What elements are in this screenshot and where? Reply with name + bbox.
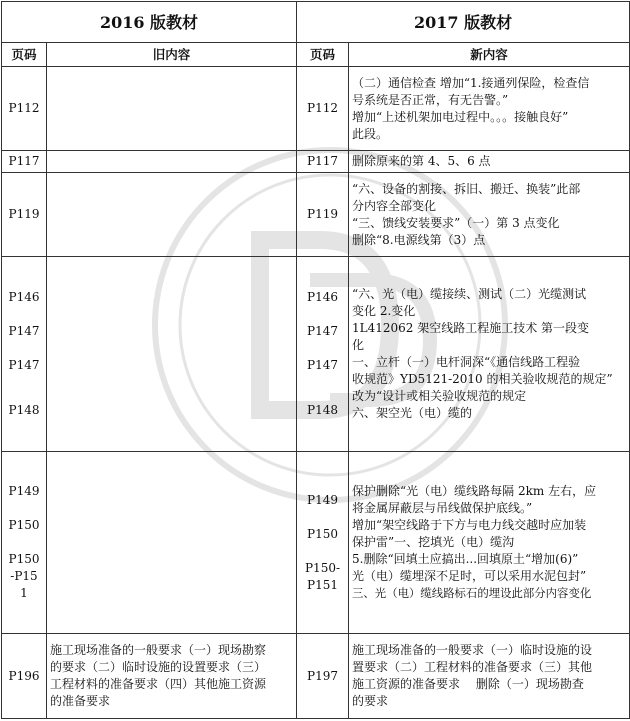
page-number: P150 bbox=[8, 552, 40, 566]
content-line: 置要求（二）工程材料的准备要求（三）其他 bbox=[352, 660, 593, 674]
new-page-cell bbox=[297, 67, 349, 151]
content-line: 光（电）缆埋深不足时，可以采用水泥包封” bbox=[352, 569, 587, 583]
page-number: P151 bbox=[307, 577, 338, 592]
content-line: 的准备要求 bbox=[50, 694, 111, 708]
content-line: 的要求（二）临时设施的设置要求（三） bbox=[50, 660, 267, 674]
content-line: 改为“设计或相关验收规范的规定 bbox=[352, 389, 527, 403]
content-line: 六、架空光（电）缆的 bbox=[352, 406, 473, 420]
old-page-cell bbox=[2, 151, 47, 173]
old-page-cell bbox=[2, 452, 47, 634]
old-page-cell bbox=[2, 257, 47, 452]
new-content-cell bbox=[349, 67, 630, 151]
content-line: 保护雷”一、挖填光（电）缆沟 bbox=[352, 535, 515, 549]
content-line: 增加“架空线路于下方与电力线交越时应加装 bbox=[352, 518, 587, 532]
table-row bbox=[2, 151, 630, 173]
content-line: “六、设备的割接、拆旧、搬迁、换装”此部 bbox=[352, 181, 581, 196]
new-content-cell bbox=[349, 151, 630, 173]
page-number: P112 bbox=[8, 101, 40, 115]
page-number: P148 bbox=[307, 403, 338, 417]
page-number: P148 bbox=[8, 403, 40, 417]
old-page-cell bbox=[2, 634, 47, 719]
content-line: 三、光（电）缆线路标石的埋设此部分内容变化 bbox=[352, 586, 592, 600]
column-header-row bbox=[2, 43, 630, 67]
content-line: 此段。 bbox=[352, 126, 389, 141]
page-number: P147 bbox=[307, 324, 338, 338]
page-number: P147 bbox=[307, 358, 338, 372]
old-page-column-header: 页码 bbox=[2, 43, 47, 67]
content-line: 施工现场准备的一般要求（一）临时设施的设 bbox=[352, 643, 593, 657]
content-line: 删除“8.电源线第（3）点 bbox=[352, 232, 486, 247]
old-content-cell bbox=[47, 634, 297, 719]
textbook-comparison-table bbox=[1, 1, 630, 719]
content-line: （二）通信检查 增加“1.接通列保险，检查信 bbox=[352, 75, 590, 90]
content-line: 分内容全部变化 bbox=[352, 198, 437, 213]
content-line: 删除原来的第 4、5、6 点 bbox=[352, 154, 491, 168]
content-line: 化 bbox=[352, 338, 365, 352]
content-line: “三、馈线安装要求”（一）第 3 点变化 bbox=[352, 215, 560, 230]
page-number: P149 bbox=[8, 484, 40, 498]
table-row bbox=[2, 257, 630, 452]
page-number: P196 bbox=[8, 668, 40, 683]
page-number: P150 bbox=[8, 518, 40, 532]
new-page-cell bbox=[297, 452, 349, 634]
content-line: 施工资源的准备要求 删除（一）现场勘查 bbox=[352, 677, 584, 691]
new-content-column-header: 新内容 bbox=[349, 43, 630, 67]
content-line: 变化 2.变化 bbox=[352, 304, 416, 318]
old-page-cell bbox=[2, 173, 47, 257]
content-line: 一、立杆（一）电杆洞深“《通信线路工程验 bbox=[352, 355, 581, 369]
content-line: 保护删除“光（电）缆线路每隔 2km 左右，应 bbox=[352, 484, 597, 498]
old-content-cell bbox=[47, 173, 297, 257]
page-number: P147 bbox=[8, 358, 40, 372]
new-page-cell bbox=[297, 151, 349, 173]
page-number: P150- bbox=[304, 560, 341, 575]
page-number: 1 bbox=[20, 586, 28, 600]
page-number: P117 bbox=[8, 154, 40, 168]
old-page-cell bbox=[2, 67, 47, 151]
old-content-cell bbox=[47, 151, 297, 173]
page-number: -P15 bbox=[10, 569, 38, 583]
new-content-cell bbox=[349, 257, 630, 452]
content-line: 号系统是否正常，有无告警。” bbox=[352, 92, 509, 107]
page-number: P117 bbox=[307, 154, 338, 168]
page-number: P146 bbox=[8, 290, 40, 304]
page-number: P149 bbox=[307, 492, 338, 507]
content-line: 工程材料的准备要求（四）其他施工资源 bbox=[50, 677, 267, 691]
old-content-cell bbox=[47, 452, 297, 634]
edition-2017-header: 2017 版教材 bbox=[297, 2, 630, 43]
new-page-cell bbox=[297, 634, 349, 719]
page-number: P150 bbox=[307, 526, 338, 541]
old-content-cell bbox=[47, 257, 297, 452]
table-row bbox=[2, 173, 630, 257]
new-content-cell bbox=[349, 452, 630, 634]
page-number: P112 bbox=[307, 101, 338, 115]
content-line: 施工现场准备的一般要求（一）现场勘察 bbox=[50, 643, 267, 657]
old-content-column-header: 旧内容 bbox=[47, 43, 297, 67]
page-number: P146 bbox=[307, 290, 338, 304]
page-number: P119 bbox=[307, 207, 338, 221]
page-number: P147 bbox=[8, 324, 40, 338]
page-number: P197 bbox=[307, 668, 338, 683]
content-line: “六、光（电）缆接续、测试（二）光缆测试 bbox=[352, 287, 587, 301]
content-line: 将金属屏蔽层与吊线做保护底线。” bbox=[352, 501, 533, 515]
new-page-cell bbox=[297, 257, 349, 452]
new-content-cell bbox=[349, 634, 630, 719]
edition-header-row bbox=[2, 2, 630, 43]
content-line: 1L412062 架空线路工程施工技术 第一段变 bbox=[352, 321, 590, 335]
new-page-column-header: 页码 bbox=[297, 43, 349, 67]
content-line: 收规范》YD5121-2010 的相关验收规范的规定” bbox=[352, 372, 613, 386]
edition-2016-header: 2016 版教材 bbox=[2, 2, 297, 43]
old-content-cell bbox=[47, 67, 297, 151]
table-row bbox=[2, 452, 630, 634]
table-row bbox=[2, 67, 630, 151]
new-content-cell bbox=[349, 173, 630, 257]
content-line: 增加“上述机架加电过程中。。。接触良好” bbox=[352, 109, 569, 124]
table-row bbox=[2, 634, 630, 719]
new-page-cell bbox=[297, 173, 349, 257]
content-line: 5.删除“回填土应搞出...回填原土“增加(6)” bbox=[352, 552, 579, 566]
content-line: 的要求 bbox=[352, 694, 389, 708]
page-number: P119 bbox=[8, 207, 40, 221]
